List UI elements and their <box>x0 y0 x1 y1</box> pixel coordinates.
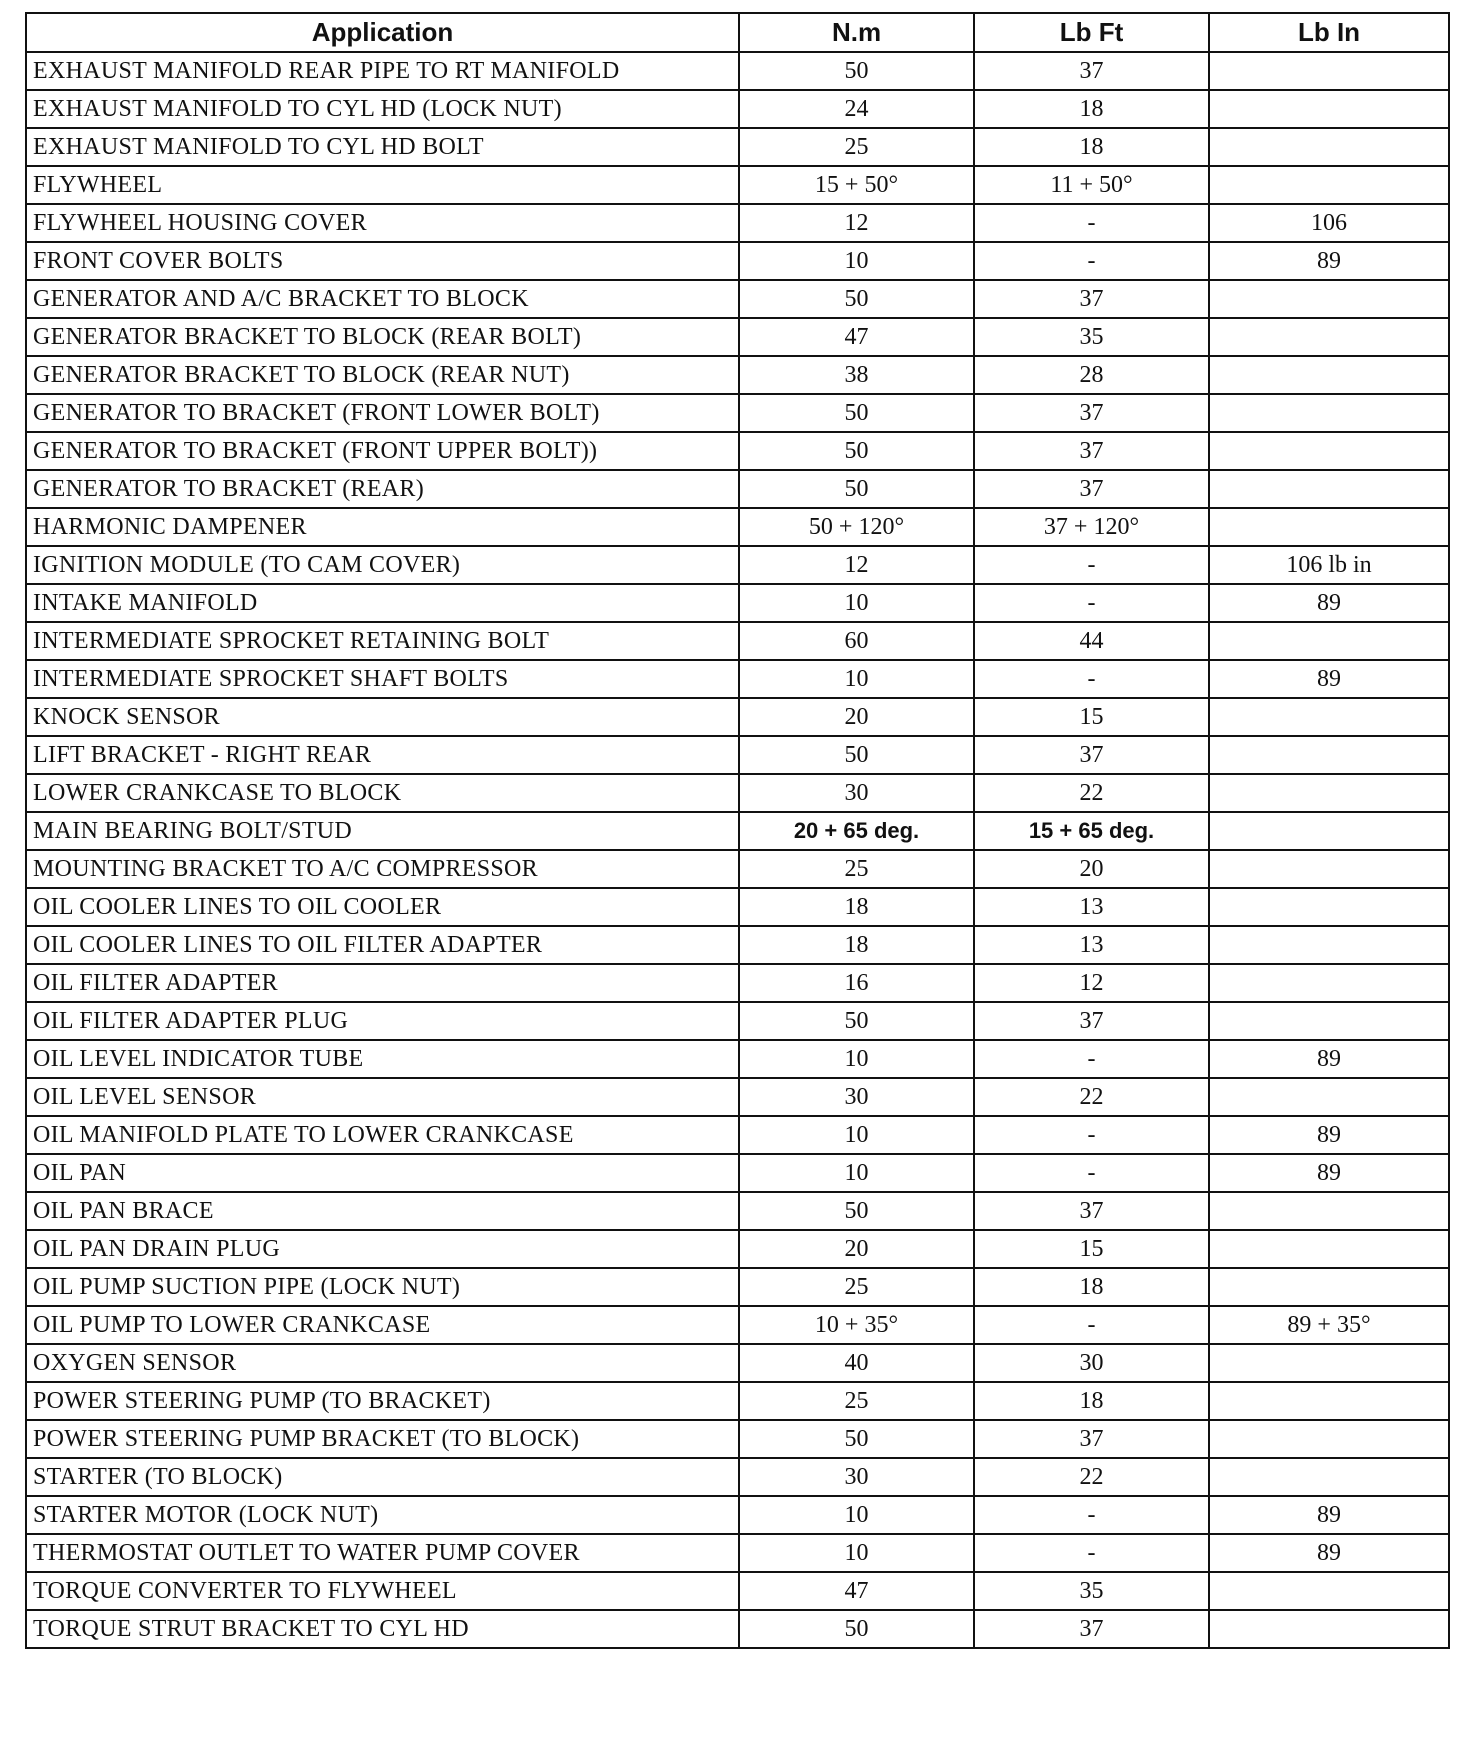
lb-in-cell: 89 <box>1209 1154 1449 1192</box>
table-row <box>26 1078 1449 1116</box>
lb-in-cell <box>1209 812 1449 850</box>
lb-in-cell: 89 <box>1209 1534 1449 1572</box>
table-row <box>26 1154 1449 1192</box>
lb-ft-cell: 28 <box>974 356 1209 394</box>
table-row <box>26 508 1449 546</box>
lb-ft-cell: 37 + 120° <box>974 508 1209 546</box>
lb-ft-cell: 37 <box>974 1192 1209 1230</box>
lb-in-cell: 106 lb in <box>1209 546 1449 584</box>
application-cell: OIL FILTER ADAPTER <box>26 964 739 1002</box>
application-cell: OIL PAN <box>26 1154 739 1192</box>
nm-cell: 50 <box>739 280 974 318</box>
nm-cell: 50 <box>739 1192 974 1230</box>
application-cell: EXHAUST MANIFOLD TO CYL HD BOLT <box>26 128 739 166</box>
nm-cell: 10 <box>739 1496 974 1534</box>
table-row <box>26 1534 1449 1572</box>
lb-ft-cell: - <box>974 1040 1209 1078</box>
application-cell: MOUNTING BRACKET TO A/C COMPRESSOR <box>26 850 739 888</box>
lb-ft-cell: 30 <box>974 1344 1209 1382</box>
nm-cell: 50 <box>739 432 974 470</box>
table-row <box>26 622 1449 660</box>
torque-spec-sheet <box>25 12 1448 1649</box>
table-row <box>26 1610 1449 1648</box>
nm-cell: 10 <box>739 584 974 622</box>
lb-ft-cell: - <box>974 1496 1209 1534</box>
header-nm: N.m <box>739 13 974 52</box>
nm-cell: 30 <box>739 1078 974 1116</box>
table-row <box>26 280 1449 318</box>
lb-ft-cell: 37 <box>974 1420 1209 1458</box>
nm-cell: 10 <box>739 242 974 280</box>
lb-ft-cell: 22 <box>974 774 1209 812</box>
table-row <box>26 166 1449 204</box>
lb-in-cell <box>1209 1002 1449 1040</box>
lb-ft-cell: - <box>974 1306 1209 1344</box>
lb-in-cell <box>1209 52 1449 90</box>
nm-cell: 50 + 120° <box>739 508 974 546</box>
lb-ft-cell: 18 <box>974 1268 1209 1306</box>
lb-ft-cell: 13 <box>974 926 1209 964</box>
lb-in-cell <box>1209 964 1449 1002</box>
table-row <box>26 1344 1449 1382</box>
lb-in-cell: 89 <box>1209 584 1449 622</box>
table-body <box>26 52 1449 1648</box>
lb-in-cell <box>1209 128 1449 166</box>
nm-cell: 12 <box>739 546 974 584</box>
lb-ft-cell: 22 <box>974 1458 1209 1496</box>
header-application: Application <box>26 13 739 52</box>
application-cell: INTERMEDIATE SPROCKET SHAFT BOLTS <box>26 660 739 698</box>
nm-cell: 20 <box>739 698 974 736</box>
application-cell: LIFT BRACKET - RIGHT REAR <box>26 736 739 774</box>
lb-in-cell <box>1209 470 1449 508</box>
lb-in-cell <box>1209 90 1449 128</box>
nm-cell: 10 + 35° <box>739 1306 974 1344</box>
nm-cell: 18 <box>739 926 974 964</box>
lb-in-cell <box>1209 698 1449 736</box>
lb-ft-cell: 15 <box>974 1230 1209 1268</box>
application-cell: EXHAUST MANIFOLD TO CYL HD (LOCK NUT) <box>26 90 739 128</box>
lb-ft-cell: 44 <box>974 622 1209 660</box>
application-cell: KNOCK SENSOR <box>26 698 739 736</box>
table-row <box>26 774 1449 812</box>
lb-in-cell <box>1209 432 1449 470</box>
table-row <box>26 1268 1449 1306</box>
table-header <box>26 13 1449 52</box>
lb-ft-cell: - <box>974 1116 1209 1154</box>
lb-in-cell <box>1209 774 1449 812</box>
header-row <box>26 13 1449 52</box>
lb-in-cell <box>1209 1572 1449 1610</box>
nm-cell: 60 <box>739 622 974 660</box>
lb-in-cell <box>1209 1230 1449 1268</box>
nm-cell: 10 <box>739 1040 974 1078</box>
lb-ft-cell: 18 <box>974 90 1209 128</box>
nm-cell: 25 <box>739 128 974 166</box>
table-row <box>26 1572 1449 1610</box>
application-cell: GENERATOR TO BRACKET (FRONT UPPER BOLT)) <box>26 432 739 470</box>
application-cell: POWER STEERING PUMP (TO BRACKET) <box>26 1382 739 1420</box>
nm-cell: 50 <box>739 1420 974 1458</box>
lb-ft-cell: 22 <box>974 1078 1209 1116</box>
application-cell: OIL COOLER LINES TO OIL COOLER <box>26 888 739 926</box>
table-row <box>26 926 1449 964</box>
lb-in-cell <box>1209 736 1449 774</box>
lb-in-cell: 89 <box>1209 242 1449 280</box>
lb-ft-cell: - <box>974 242 1209 280</box>
lb-in-cell <box>1209 356 1449 394</box>
table-row <box>26 1040 1449 1078</box>
table-row <box>26 698 1449 736</box>
table-row <box>26 546 1449 584</box>
application-cell: OXYGEN SENSOR <box>26 1344 739 1382</box>
torque-spec-table <box>25 12 1450 1649</box>
lb-ft-cell: 11 + 50° <box>974 166 1209 204</box>
nm-cell: 50 <box>739 470 974 508</box>
application-cell: HARMONIC DAMPENER <box>26 508 739 546</box>
lb-in-cell <box>1209 1078 1449 1116</box>
lb-ft-cell: 18 <box>974 1382 1209 1420</box>
lb-ft-cell: 37 <box>974 52 1209 90</box>
nm-cell: 47 <box>739 318 974 356</box>
table-row <box>26 204 1449 242</box>
lb-in-cell <box>1209 1344 1449 1382</box>
application-cell: OIL PAN BRACE <box>26 1192 739 1230</box>
nm-cell: 30 <box>739 1458 974 1496</box>
table-row <box>26 850 1449 888</box>
lb-in-cell: 89 <box>1209 660 1449 698</box>
nm-cell: 16 <box>739 964 974 1002</box>
nm-cell: 18 <box>739 888 974 926</box>
table-row <box>26 1420 1449 1458</box>
application-cell: EXHAUST MANIFOLD REAR PIPE TO RT MANIFOLD <box>26 52 739 90</box>
application-cell: LOWER CRANKCASE TO BLOCK <box>26 774 739 812</box>
application-cell: STARTER MOTOR (LOCK NUT) <box>26 1496 739 1534</box>
lb-in-cell <box>1209 1192 1449 1230</box>
table-row <box>26 584 1449 622</box>
table-row <box>26 394 1449 432</box>
lb-ft-cell: 15 + 65 deg. <box>974 812 1209 850</box>
lb-in-cell <box>1209 926 1449 964</box>
nm-cell: 10 <box>739 1116 974 1154</box>
lb-ft-cell: 15 <box>974 698 1209 736</box>
application-cell: INTERMEDIATE SPROCKET RETAINING BOLT <box>26 622 739 660</box>
table-row <box>26 90 1449 128</box>
application-cell: GENERATOR TO BRACKET (REAR) <box>26 470 739 508</box>
nm-cell: 24 <box>739 90 974 128</box>
table-row <box>26 52 1449 90</box>
application-cell: OIL FILTER ADAPTER PLUG <box>26 1002 739 1040</box>
table-row <box>26 242 1449 280</box>
nm-cell: 10 <box>739 1154 974 1192</box>
lb-ft-cell: 18 <box>974 128 1209 166</box>
application-cell: OIL LEVEL INDICATOR TUBE <box>26 1040 739 1078</box>
application-cell: THERMOSTAT OUTLET TO WATER PUMP COVER <box>26 1534 739 1572</box>
lb-in-cell <box>1209 888 1449 926</box>
lb-in-cell <box>1209 622 1449 660</box>
application-cell: OIL PUMP TO LOWER CRANKCASE <box>26 1306 739 1344</box>
lb-ft-cell: 13 <box>974 888 1209 926</box>
nm-cell: 50 <box>739 1002 974 1040</box>
application-cell: MAIN BEARING BOLT/STUD <box>26 812 739 850</box>
table-row <box>26 812 1449 850</box>
lb-in-cell <box>1209 1420 1449 1458</box>
lb-in-cell <box>1209 280 1449 318</box>
nm-cell: 10 <box>739 660 974 698</box>
nm-cell: 38 <box>739 356 974 394</box>
lb-in-cell <box>1209 508 1449 546</box>
nm-cell: 25 <box>739 850 974 888</box>
nm-cell: 25 <box>739 1268 974 1306</box>
lb-in-cell <box>1209 394 1449 432</box>
lb-ft-cell: 37 <box>974 1002 1209 1040</box>
lb-ft-cell: - <box>974 584 1209 622</box>
application-cell: FLYWHEEL HOUSING COVER <box>26 204 739 242</box>
application-cell: POWER STEERING PUMP BRACKET (TO BLOCK) <box>26 1420 739 1458</box>
lb-in-cell <box>1209 1268 1449 1306</box>
table-row <box>26 1458 1449 1496</box>
lb-in-cell <box>1209 166 1449 204</box>
header-lb-in: Lb In <box>1209 13 1449 52</box>
header-lb-ft: Lb Ft <box>974 13 1209 52</box>
lb-in-cell: 89 + 35° <box>1209 1306 1449 1344</box>
application-cell: TORQUE CONVERTER TO FLYWHEEL <box>26 1572 739 1610</box>
application-cell: OIL LEVEL SENSOR <box>26 1078 739 1116</box>
nm-cell: 30 <box>739 774 974 812</box>
nm-cell: 40 <box>739 1344 974 1382</box>
application-cell: FRONT COVER BOLTS <box>26 242 739 280</box>
table-row <box>26 1230 1449 1268</box>
lb-in-cell <box>1209 1458 1449 1496</box>
nm-cell: 50 <box>739 736 974 774</box>
table-row <box>26 1002 1449 1040</box>
table-row <box>26 356 1449 394</box>
lb-ft-cell: 12 <box>974 964 1209 1002</box>
lb-ft-cell: 37 <box>974 432 1209 470</box>
lb-ft-cell: 37 <box>974 394 1209 432</box>
table-row <box>26 964 1449 1002</box>
lb-in-cell: 89 <box>1209 1496 1449 1534</box>
table-row <box>26 1306 1449 1344</box>
table-row <box>26 736 1449 774</box>
table-row <box>26 888 1449 926</box>
table-row <box>26 128 1449 166</box>
lb-ft-cell: 20 <box>974 850 1209 888</box>
lb-ft-cell: 35 <box>974 318 1209 356</box>
application-cell: STARTER (TO BLOCK) <box>26 1458 739 1496</box>
table-row <box>26 1192 1449 1230</box>
table-row <box>26 660 1449 698</box>
nm-cell: 47 <box>739 1572 974 1610</box>
lb-in-cell: 89 <box>1209 1040 1449 1078</box>
lb-ft-cell: 35 <box>974 1572 1209 1610</box>
lb-ft-cell: - <box>974 1154 1209 1192</box>
application-cell: TORQUE STRUT BRACKET TO CYL HD <box>26 1610 739 1648</box>
nm-cell: 50 <box>739 1610 974 1648</box>
nm-cell: 12 <box>739 204 974 242</box>
application-cell: INTAKE MANIFOLD <box>26 584 739 622</box>
nm-cell: 25 <box>739 1382 974 1420</box>
application-cell: GENERATOR TO BRACKET (FRONT LOWER BOLT) <box>26 394 739 432</box>
table-row <box>26 1382 1449 1420</box>
nm-cell: 50 <box>739 394 974 432</box>
table-row <box>26 1496 1449 1534</box>
lb-in-cell: 89 <box>1209 1116 1449 1154</box>
nm-cell: 15 + 50° <box>739 166 974 204</box>
application-cell: GENERATOR BRACKET TO BLOCK (REAR NUT) <box>26 356 739 394</box>
nm-cell: 10 <box>739 1534 974 1572</box>
lb-ft-cell: - <box>974 660 1209 698</box>
nm-cell: 20 <box>739 1230 974 1268</box>
lb-ft-cell: 37 <box>974 470 1209 508</box>
lb-in-cell: 106 <box>1209 204 1449 242</box>
lb-in-cell <box>1209 1382 1449 1420</box>
lb-ft-cell: 37 <box>974 280 1209 318</box>
lb-ft-cell: 37 <box>974 736 1209 774</box>
lb-ft-cell: - <box>974 204 1209 242</box>
table-row <box>26 318 1449 356</box>
application-cell: OIL PUMP SUCTION PIPE (LOCK NUT) <box>26 1268 739 1306</box>
lb-in-cell <box>1209 850 1449 888</box>
nm-cell: 50 <box>739 52 974 90</box>
nm-cell: 20 + 65 deg. <box>739 812 974 850</box>
table-row <box>26 470 1449 508</box>
application-cell: GENERATOR AND A/C BRACKET TO BLOCK <box>26 280 739 318</box>
application-cell: OIL PAN DRAIN PLUG <box>26 1230 739 1268</box>
lb-ft-cell: 37 <box>974 1610 1209 1648</box>
application-cell: OIL COOLER LINES TO OIL FILTER ADAPTER <box>26 926 739 964</box>
application-cell: IGNITION MODULE (TO CAM COVER) <box>26 546 739 584</box>
application-cell: FLYWHEEL <box>26 166 739 204</box>
application-cell: OIL MANIFOLD PLATE TO LOWER CRANKCASE <box>26 1116 739 1154</box>
application-cell: GENERATOR BRACKET TO BLOCK (REAR BOLT) <box>26 318 739 356</box>
lb-in-cell <box>1209 1610 1449 1648</box>
table-row <box>26 432 1449 470</box>
lb-ft-cell: - <box>974 546 1209 584</box>
lb-ft-cell: - <box>974 1534 1209 1572</box>
table-row <box>26 1116 1449 1154</box>
lb-in-cell <box>1209 318 1449 356</box>
